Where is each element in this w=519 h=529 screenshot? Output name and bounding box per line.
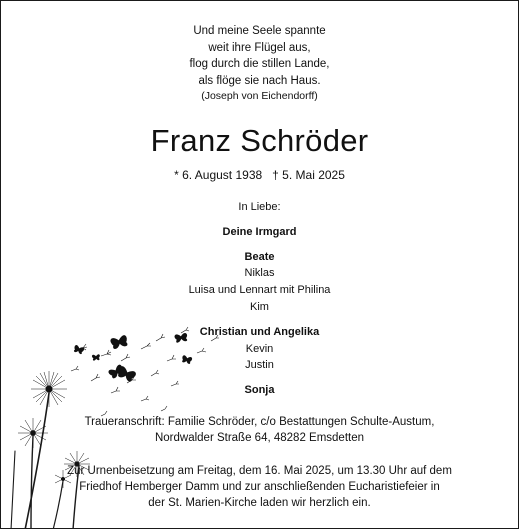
poem-line: flog durch die stillen Lande, (189, 58, 330, 70)
mourner-member: Justin (245, 359, 274, 372)
poem-line: als flöge sie nach Haus. (198, 74, 321, 87)
service-line: Zur Urnenbeisetzung am Freitag, dem 16. Mai 2025, um 13.30 Uhr auf dem (67, 465, 452, 477)
mourning-address (1, 414, 518, 446)
poem (1, 23, 518, 89)
address-line: Nordwalder Straße 64, 48282 Emsdetten (154, 432, 365, 444)
address-line: Traueranschrift: Familie Schröder, c/o Bestattungen Schulte-Austum, (84, 416, 435, 428)
mourner-member: Niklas (244, 267, 275, 280)
mourner-member: Kim (250, 300, 269, 313)
mourner-spouse: Deine Irmgard (222, 225, 297, 238)
poem-line: weit ihre Flügel aus, (208, 41, 311, 54)
mourner-member: Kevin (245, 342, 274, 355)
deceased-name: Franz Schröder (150, 123, 369, 158)
poem-line: Und meine Seele spannte (193, 25, 326, 37)
death-date: † 5. Mai 2025 (272, 168, 345, 182)
service-line: Friedhof Hemberger Damm und zur anschließenden Eucharistiefeier in (79, 481, 440, 493)
mourners-list (1, 199, 518, 399)
poem-author: (Joseph von Eichendorff) (201, 90, 318, 102)
mourners-intro: In Liebe: (238, 201, 281, 213)
birth-date: * 6. August 1938 (174, 168, 263, 182)
mourner-member: Luisa und Lennart mit Philina (188, 284, 331, 297)
mourner-group-head: Beate (244, 250, 275, 263)
service-details (1, 463, 518, 511)
mourner-group-head: Christian und Angelika (199, 325, 320, 338)
life-dates (1, 168, 518, 182)
mourner-group-head: Sonja (244, 384, 275, 397)
service-line: der St. Marien-Kirche laden wir herzlich ein. (148, 497, 371, 509)
